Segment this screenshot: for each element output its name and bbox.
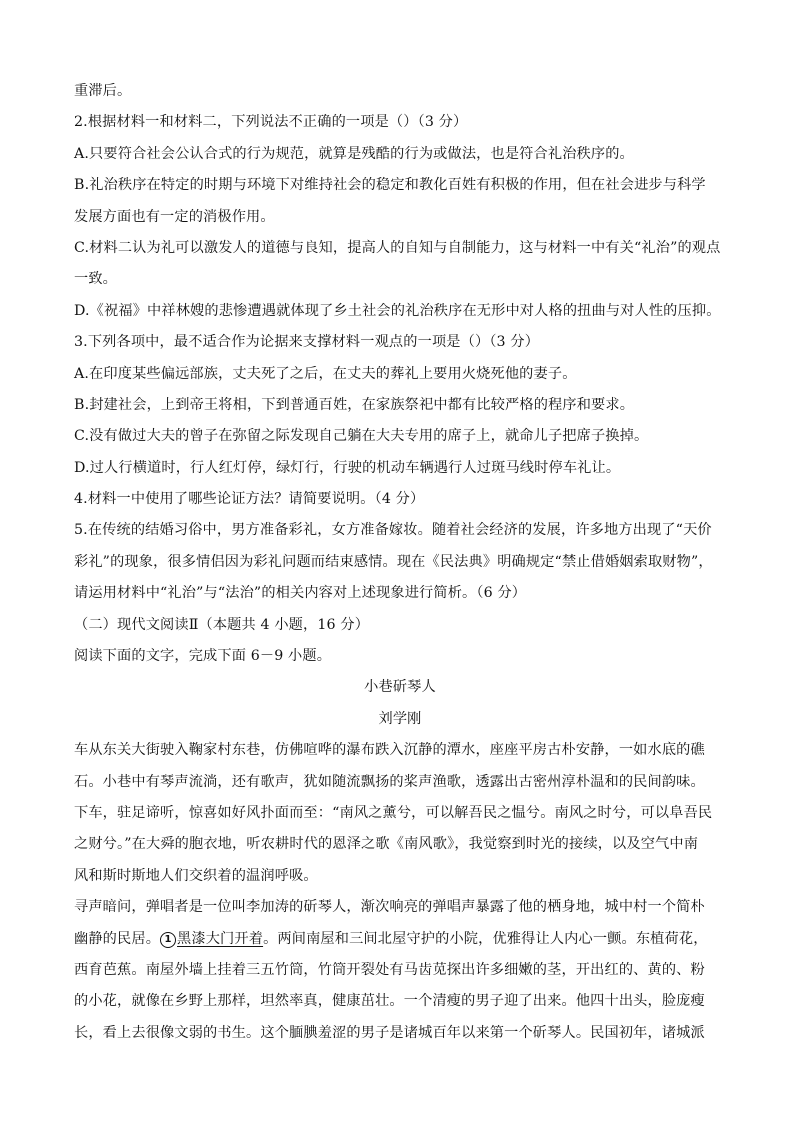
story-line: 的小花，就像在乡野上那样，坦然率真，健康茁壮。一个清瘦的男子迎了出来。他四十出头，脸庞瘦 — [74, 993, 705, 1010]
story-line-pre: 幽静的民居。 — [74, 930, 161, 947]
story-line: 之财兮。”在大舜的胞衣地，听农耕时代的恩泽之歌《南风歌》，我觉察到时光的接续，以及空气中南 — [74, 836, 699, 853]
story-line: 长，看上去很像文弱的书生。这个腼腆羞涩的男子是诸城百年以来第一个斫琴人。民国初年，诸城派 — [74, 1024, 705, 1041]
story-line-post: 。两间南屋和三间北屋守护的小院，优雅得让人内心一颤。东植荷花， — [263, 930, 708, 947]
question-3-option-c: C.没有做过大夫的曾子在弥留之际发现自己躺在大夫专用的席子上，就命儿子把席子换掉。 — [74, 428, 649, 445]
story-line-with-underline — [74, 924, 726, 955]
question-2-option-a: A.只要符合社会公认合式的行为规范，就算是残酷的行为或做法，也是符合礼治秩序的。 — [74, 145, 634, 162]
story-line: 西育芭蕉。南屋外墙上挂着三五竹筒，竹筒开裂处有马齿苋探出许多细嫩的茎，开出红的、黄的、粉 — [74, 961, 705, 978]
story-title: 小巷斫琴人 — [364, 679, 436, 696]
question-5-cont: 彩礼”的现象，很多情侣因为彩礼问题而结束感情。现在《民法典》明确规定“禁止借婚姻索取财物”， — [74, 553, 713, 570]
story-line: 寻声暗问，弹唱者是一位叫李加涛的斫琴人，渐次响亮的弹唱声暴露了他的栖身地，城中村一个简朴 — [74, 899, 705, 916]
question-5: 5.在传统的结婚习俗中，男方准备彩礼，女方准备嫁妆。随着社会经济的发展，许多地方出现了“天价 — [74, 522, 712, 539]
section-instruction: 阅读下面的文字，完成下面 6－9 小题。 — [74, 648, 332, 665]
question-3-option-b: B.封建社会，上到帝王将相，下到普通百姓，在家族祭祀中都有比较严格的程序和要求。 — [74, 396, 635, 413]
question-2-option-b: B.礼治秩序在特定的时期与环境下对维持社会的稳定和教化百姓有积极的作用，但在社会进步与科学 — [74, 177, 706, 194]
story-line: 车从东关大街驶入鞠家村东巷，仿佛喧哗的瀑布跌入沉静的潭水，座座平房古朴安静，一如水底的礁 — [74, 742, 705, 759]
underlined-sentence — [160, 931, 263, 947]
question-3-option-d: D.过人行横道时，行人红灯停，绿灯行，行驶的机动车辆遇行人过斑马线时停车礼让。 — [74, 459, 621, 476]
story-line: 下车，驻足谛听，惊喜如好风扑面而至：“南风之薰兮，可以解吾民之愠兮。南风之时兮，可以阜吾民 — [74, 804, 713, 821]
underlined-text: 黑漆大门开着 — [177, 930, 264, 947]
section-heading: （二）现代文阅读Ⅱ（本题共 4 小题，16 分） — [74, 616, 370, 633]
question-5-cont: 请运用材料中“礼治”与“法治”的相关内容对上述现象进行简析。（6 分） — [74, 585, 527, 602]
story-line: 石。小巷中有琴声流淌，还有歌声，犹如随流飘扬的桨声渔歌，透露出古密州淳朴温和的民间韵味。 — [74, 773, 705, 790]
question-3-option-a: A.在印度某些偏远部族，丈夫死了之后，在丈夫的葬礼上要用火烧死他的妻子。 — [74, 365, 577, 382]
document-page — [74, 76, 726, 1049]
circled-number-marker: 1 — [160, 932, 176, 948]
text-line: 重滞后。 — [74, 83, 132, 99]
question-2-option-c-cont: 一致。 — [74, 271, 118, 288]
story-line: 风和斯时斯地人们交织着的温润呼吸。 — [74, 867, 318, 884]
question-2-option-b-cont: 发展方面也有一定的消极作用。 — [74, 208, 275, 225]
story-author: 刘学刚 — [378, 710, 422, 727]
question-2-option-c: C.材料二认为礼可以激发人的道德与良知，提高人的自知与自制能力，这与材料一中有关“礼治”的观点 — [74, 239, 721, 256]
question-3-stem: 3.下列各项中，最不适合作为论据来支撑材料一观点的一项是（）（3 分） — [74, 334, 540, 351]
question-2-option-d: D.《祝福》中祥林嫂的悲惨遭遇就体现了乡土社会的礼治秩序在无形中对人格的扭曲与对人性的压抑。 — [74, 302, 721, 319]
question-2-stem: 2.根据材料一和材料二，下列说法不正确的一项是（）（3 分） — [74, 114, 468, 131]
question-4: 4.材料一中使用了哪些论证方法？请简要说明。（4 分） — [74, 491, 425, 508]
